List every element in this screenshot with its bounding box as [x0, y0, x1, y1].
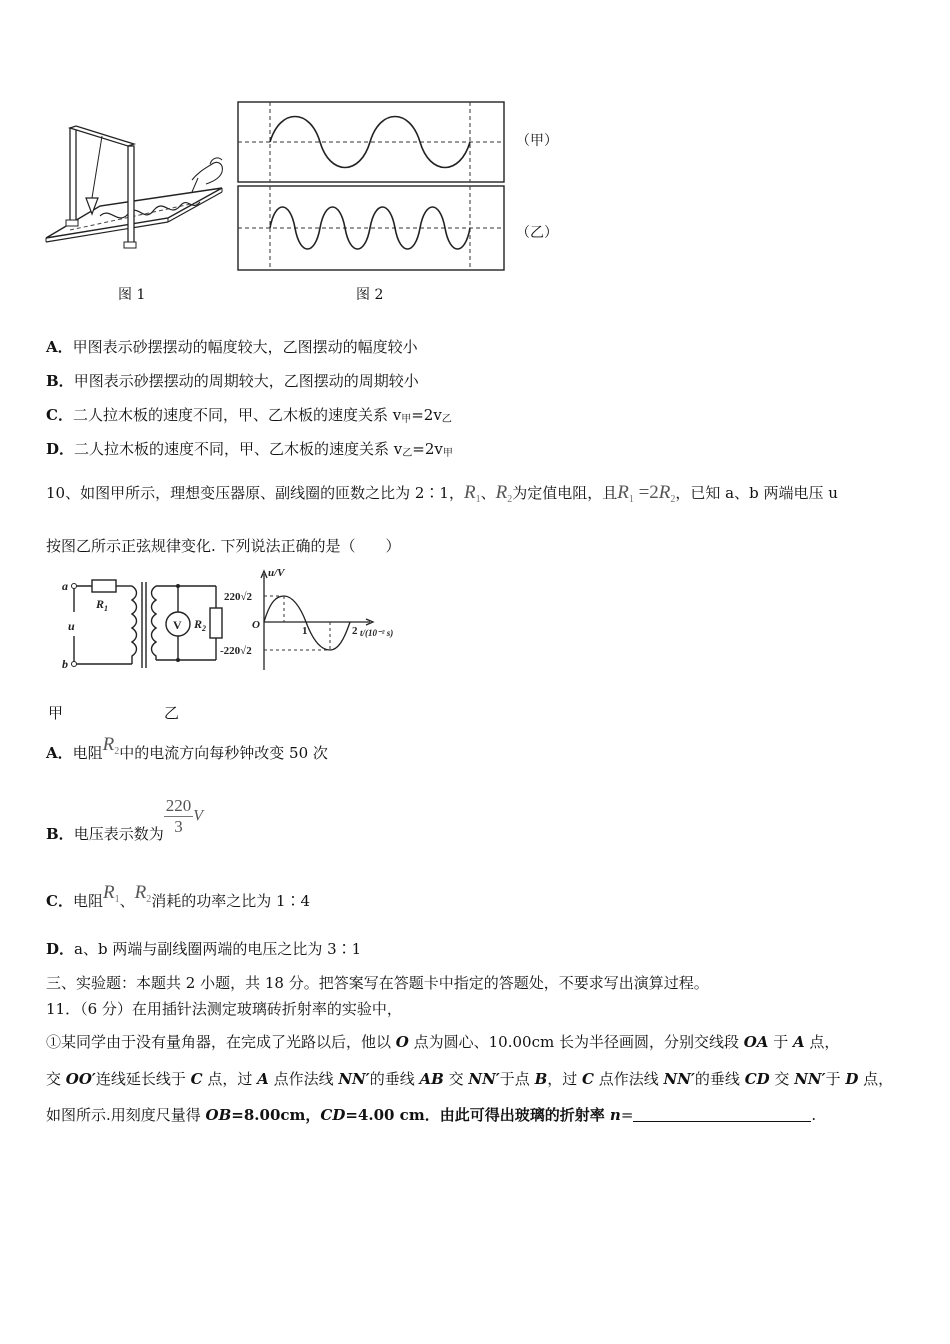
svg-text:1: 1: [302, 625, 308, 637]
q10-option-b: B．电压表示数为 $\frac{220}{3}$ V: [46, 796, 203, 843]
section3-heading: 三、实验题：本题共 2 小题，共 18 分。把答案写在答题卡中指定的答题处，不要求写出演算过程。: [46, 974, 709, 992]
svg-text:-220√2: -220√2: [220, 645, 252, 657]
primary-coil: [132, 586, 137, 664]
svg-text:b: b: [62, 657, 68, 671]
q10-stem-line1: 10、如图甲所示，理想变压器原、副线圈的匝数之比为 2∶1，$R_1$、$R_2$为定值电阻，且$R_1 =2R_2$，已知 a、b 两端电压 u: [46, 482, 838, 505]
svg-text:u: u: [68, 619, 75, 633]
svg-text:V: V: [173, 618, 182, 632]
wave-label-a: （甲）: [516, 133, 558, 149]
transformer-circuit: [52, 572, 242, 676]
resistor-r1: [92, 580, 116, 592]
answer-blank[interactable]: [633, 1107, 811, 1122]
svg-text:a: a: [62, 579, 68, 593]
q9-option-d: D．二人拉木板的速度不同，甲、乙木板的速度关系 $v_乙=2v_甲$: [46, 440, 453, 459]
sand-pendulum-figure: [40, 118, 230, 258]
q9-option-c: C．二人拉木板的速度不同，甲、乙木板的速度关系 $v_甲=2v_乙$: [46, 406, 452, 425]
circuit-label-jia: 甲: [48, 704, 64, 722]
wave-label-b: （乙）: [516, 225, 558, 241]
svg-text:R1: $R_1$: [96, 597, 109, 613]
q10-option-d: D．a、b 两端与副线圈两端的电压之比为 3∶1: [46, 940, 362, 958]
q11-line1: ①某同学由于没有量角器，在完成了光路以后，他以 O 点为圆心、10.00cm 长为半径画圆，分别交线段 OA 于 A 点，: [46, 1033, 840, 1051]
fig2-label: 图 2: [356, 287, 384, 303]
voltage-time-graph: [220, 566, 410, 676]
q10-stem-line2: 按图乙所示正弦规律变化. 下列说法正确的是（ ）: [46, 537, 401, 555]
svg-text:O: O: [252, 619, 260, 631]
svg-text:t/(10⁻² s): t/(10⁻² s): [360, 628, 394, 638]
q10-option-c: C．电阻$R_1$、$R_2$消耗的功率之比为 1∶4: [46, 882, 311, 910]
fig1-label: 图 1: [118, 287, 146, 303]
svg-text:220√2: 220√2: [224, 591, 253, 603]
graph-label-yi: 乙: [164, 704, 180, 722]
q9-option-a: A．甲图表示砂摆摆动的幅度较大，乙图摆动的幅度较小: [46, 338, 418, 356]
q11-line3: 如图所示.用刻度尺量得 OB=8.00cm，CD=4.00 cm．由此可得出玻璃的折射率 n= .: [46, 1106, 817, 1124]
q11-line2: 交 OO′连线延长线于 C 点，过 A 点作法线 NN′的垂线 AB 交 NN′于点 B，过 C 点作法线 NN′的垂线 CD 交 NN′于 D 点，: [46, 1070, 894, 1088]
svg-text:u/V: u/V: [268, 567, 285, 579]
secondary-coil: [152, 586, 157, 660]
svg-text:2: 2: [352, 625, 358, 637]
wave-traces-figure: [236, 100, 506, 272]
q11-heading: 11．（6 分）在用插针法测定玻璃砖折射率的实验中，: [46, 1000, 402, 1018]
q9-option-b: B．甲图表示砂摆摆动的周期较大，乙图摆动的周期较小: [46, 372, 419, 390]
voltage-sine-curve: [264, 596, 350, 650]
q10-option-a: A．电阻$R_2$中的电流方向每秒钟改变 50 次: [46, 734, 328, 762]
svg-text:R2: $R_2$: [194, 617, 207, 633]
